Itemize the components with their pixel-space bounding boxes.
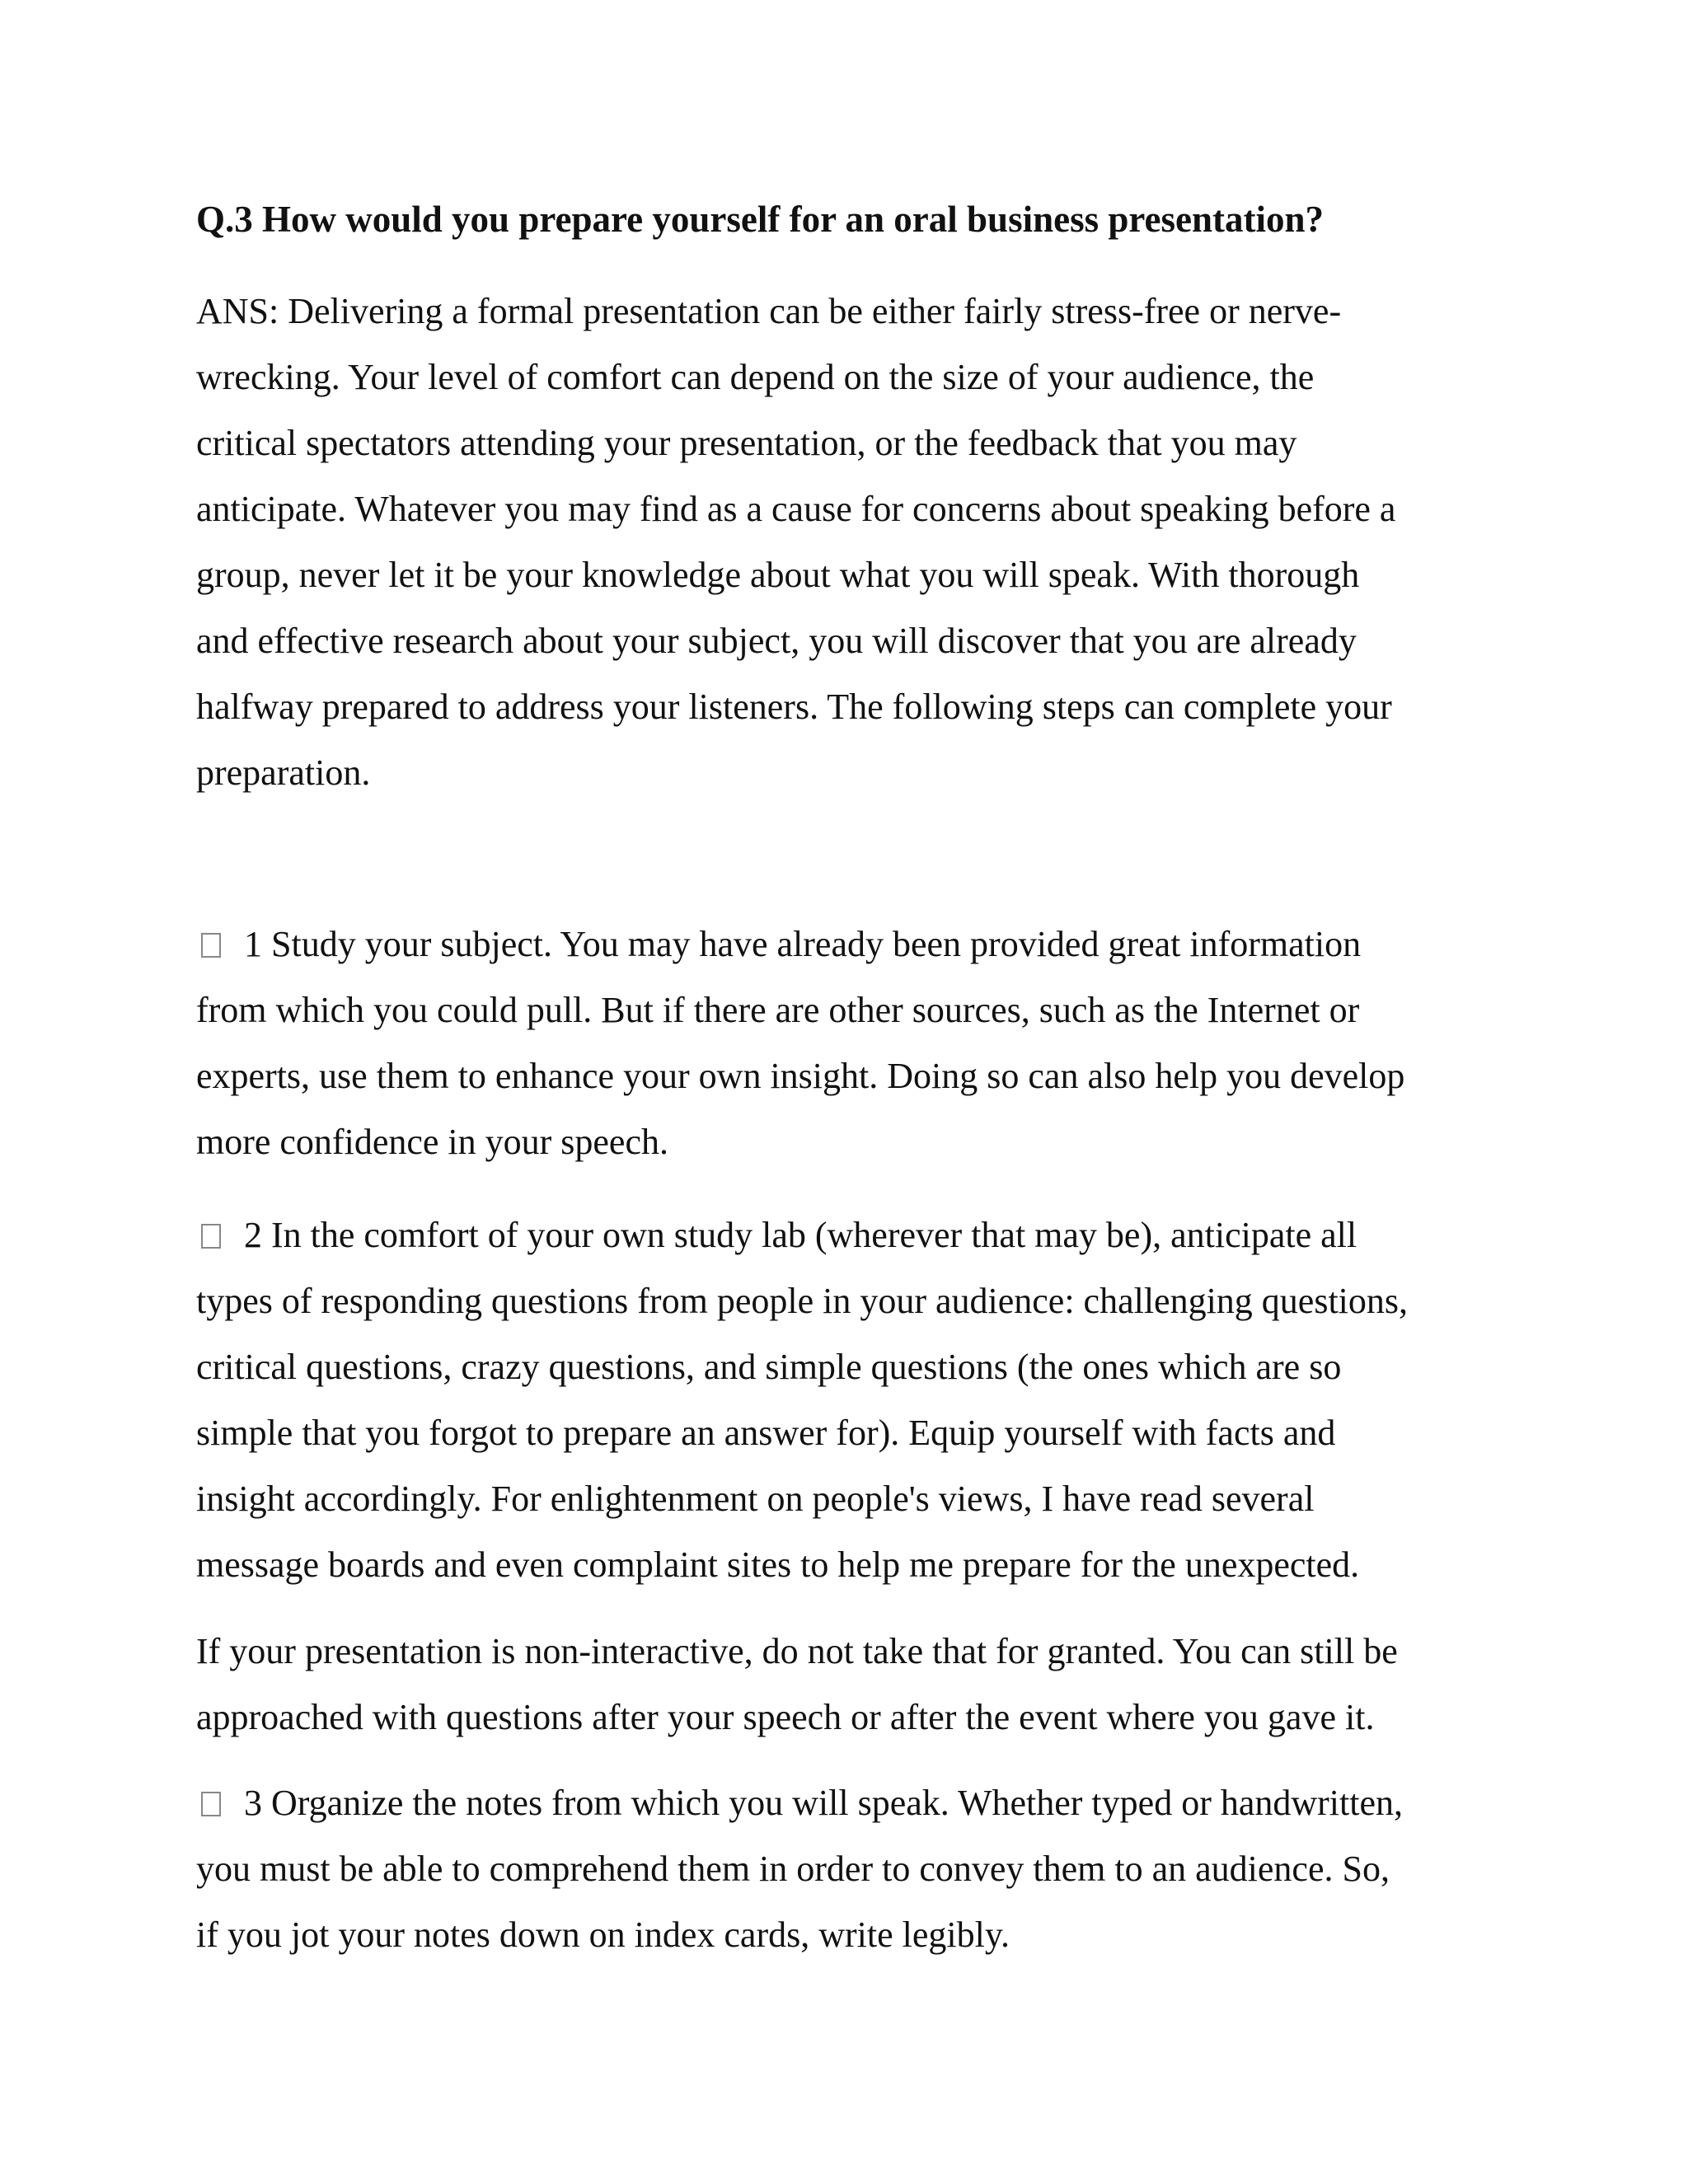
list-item-line: experts, use them to enhance your own insight. Doing so can also help you develop xyxy=(196,1056,1405,1096)
list-item-text: 3 Organize the notes from which you will speak. Whether typed or handwritten, xyxy=(244,1783,1404,1823)
answer-line: anticipate. Whatever you may find as a cause for concerns about speaking before a xyxy=(196,489,1396,529)
answer-line: group, never let it be your knowledge about what you will speak. With thorough xyxy=(196,555,1360,595)
answer-line: wrecking. Your level of comfort can depend on the size of your audience, the xyxy=(196,357,1315,397)
list-item-text: 1 Study your subject. You may have already been provided great information xyxy=(244,924,1362,964)
list-item-line: from which you could pull. But if there are other sources, such as the Internet or xyxy=(196,990,1360,1030)
list-item-3 xyxy=(196,1770,1498,1968)
bullet-box-icon xyxy=(201,1224,221,1249)
list-item-line: you must be able to comprehend them in order to convey them to an audience. So, xyxy=(196,1849,1390,1889)
bullet-box-icon xyxy=(201,1792,221,1816)
list-item-line: simple that you forgot to prepare an answer for). Equip yourself with facts and xyxy=(196,1413,1336,1453)
answer-line: preparation. xyxy=(196,752,371,793)
list-item-line xyxy=(196,1770,1498,1836)
list-item-text: 2 In the comfort of your own study lab (wherever that may be), anticipate all xyxy=(244,1215,1357,1255)
question-heading: Q.3 How would you prepare yourself for an oral business presentation? xyxy=(196,199,1325,240)
bullet-box-icon xyxy=(201,933,221,958)
list-item-line: insight accordingly. For enlightenment on people's views, I have read several xyxy=(196,1479,1315,1519)
note-line: If your presentation is non-interactive, do not take that for granted. You can still be xyxy=(196,1631,1398,1671)
answer-line: and effective research about your subject, you will discover that you are already xyxy=(196,621,1357,661)
answer-paragraph xyxy=(196,279,1498,806)
note-line: approached with questions after your speech or after the event where you gave it. xyxy=(196,1697,1375,1737)
answer-line: ANS: Delivering a formal presentation can be either fairly stress-free or nerve- xyxy=(196,291,1342,331)
list-item-line: more confidence in your speech. xyxy=(196,1122,668,1162)
list-item-line: if you jot your notes down on index cards, write legibly. xyxy=(196,1915,1010,1955)
answer-line: halfway prepared to address your listeners. The following steps can complete your xyxy=(196,687,1392,727)
answer-line: critical spectators attending your presentation, or the feedback that you may xyxy=(196,423,1297,463)
list-item-2 xyxy=(196,1202,1498,1598)
list-item-1 xyxy=(196,912,1498,1175)
list-item-line: message boards and even complaint sites to help me prepare for the unexpected. xyxy=(196,1544,1360,1585)
list-item-line xyxy=(196,1202,1498,1268)
list-item-line: types of responding questions from people in your audience: challenging questions, xyxy=(196,1281,1409,1321)
list-item-line: critical questions, crazy questions, and simple questions (the ones which are so xyxy=(196,1347,1342,1387)
note-paragraph xyxy=(196,1619,1498,1750)
list-item-line xyxy=(196,912,1498,977)
